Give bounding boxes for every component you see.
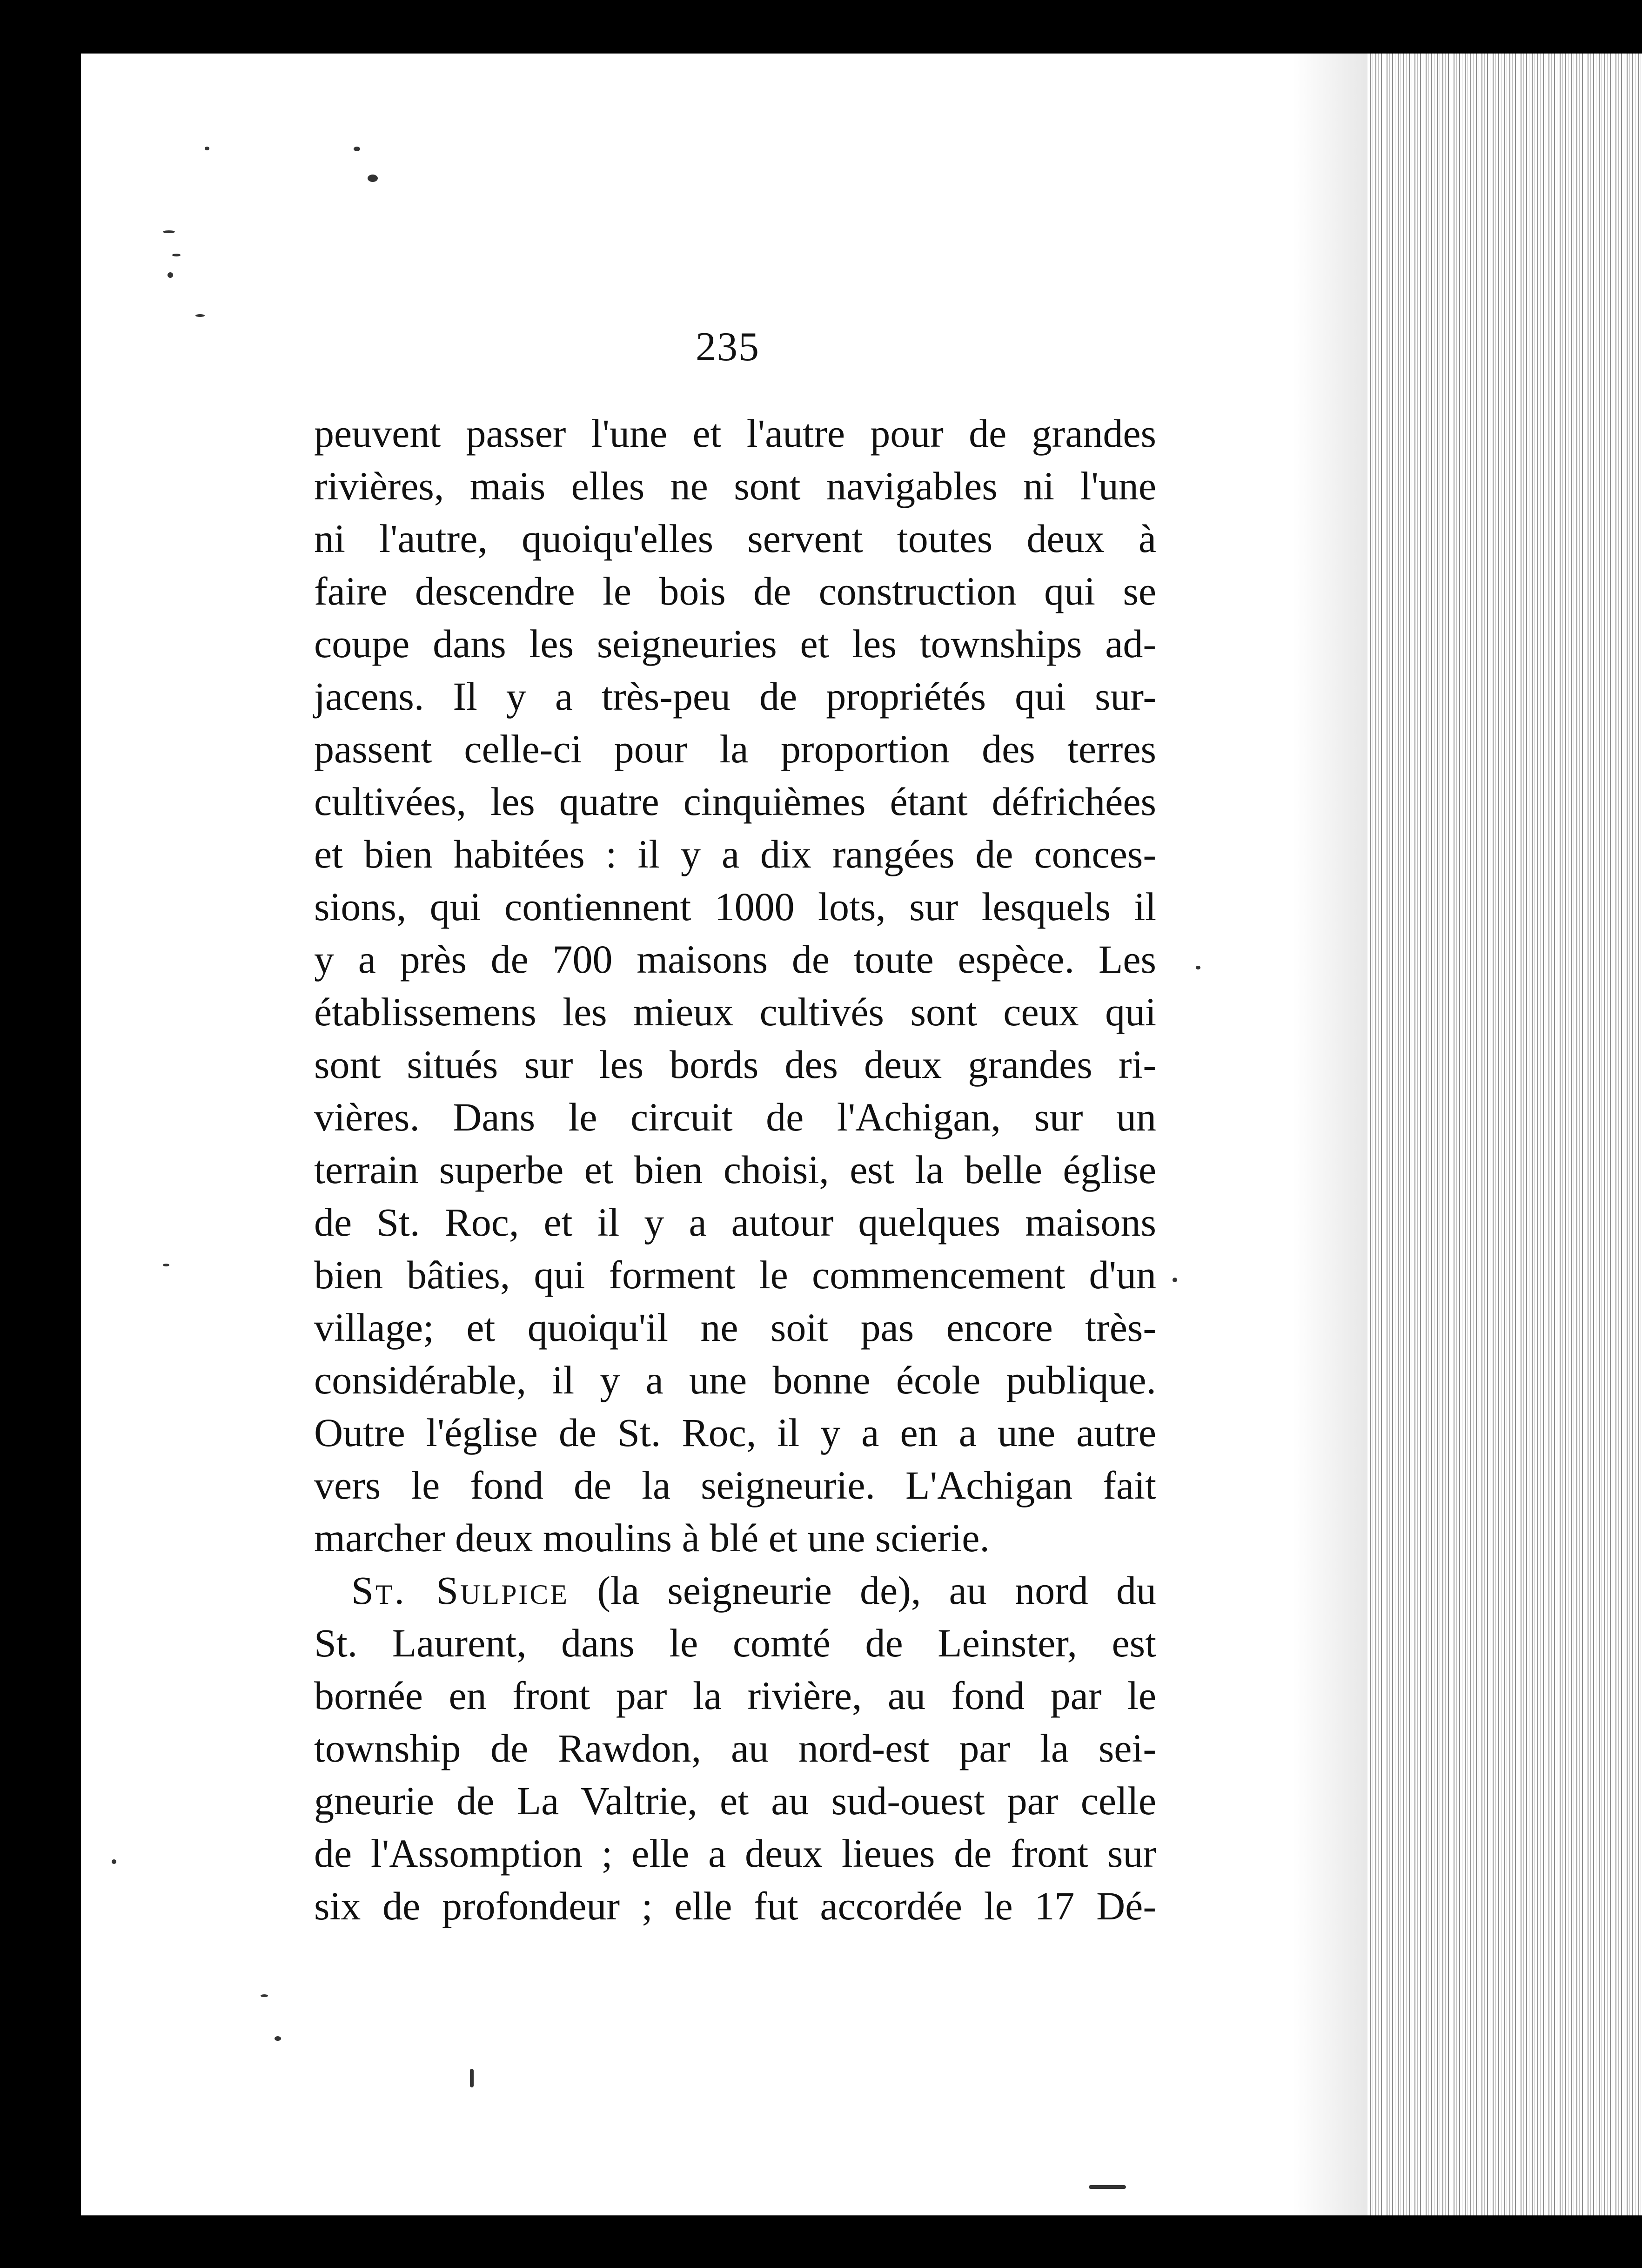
page-number: 235 xyxy=(696,324,760,370)
scan-speck xyxy=(163,230,175,233)
scan-speck xyxy=(275,2036,281,2041)
text-line: ni l'autre, quoiqu'elles servent toutes deux à xyxy=(314,516,1156,561)
text-line: rivières, mais elles ne sont navigables ni l'une xyxy=(314,464,1156,508)
scan-speck xyxy=(195,314,205,317)
text-line: village; et quoiqu'il ne soit pas encore très- xyxy=(314,1305,1156,1350)
text-line: coupe dans les seigneuries et les townships ad- xyxy=(314,621,1156,666)
text-line: établissemens les mieux cultivés sont ceux qui xyxy=(314,989,1156,1034)
scanned-page xyxy=(65,54,1642,2215)
binding-edge xyxy=(65,54,81,2215)
scan-speck xyxy=(163,1264,169,1266)
scan-speck xyxy=(172,254,181,256)
text-line: vers le fond de la seigneurie. L'Achigan fait xyxy=(314,1463,1156,1508)
text-line: peuvent passer l'une et l'autre pour de grandes xyxy=(314,411,1156,456)
text-line: vières. Dans le circuit de l'Achigan, sur un xyxy=(314,1095,1156,1139)
page-edge-shadow xyxy=(1293,54,1367,2215)
scan-speck xyxy=(261,1994,268,1997)
text-line: gneurie de La Valtrie, et au sud-ouest par celle xyxy=(314,1778,1156,1823)
entry-heading: St. Sulpice xyxy=(351,1568,570,1613)
text-line: bien bâties, qui forment le commencement d'un xyxy=(314,1252,1156,1297)
text-line: cultivées, les quatre cinquièmes étant défrichées xyxy=(314,779,1156,824)
paragraph-2-first-line xyxy=(314,1564,1156,1617)
scan-speck xyxy=(368,175,378,182)
text-line: sions, qui contiennent 1000 lots, sur lesquels il xyxy=(314,884,1156,929)
scan-speck xyxy=(470,2069,474,2087)
scan-speck xyxy=(1196,966,1200,969)
scan-speck xyxy=(112,1859,116,1864)
text-line: y a près de 700 maisons de toute espèce. Les xyxy=(314,937,1156,982)
text-line: passent celle-ci pour la proportion des terres xyxy=(314,727,1156,771)
body-text xyxy=(314,407,1156,1932)
scan-speck xyxy=(1089,2185,1126,2189)
text-line: bornée en front par la rivière, au fond par le xyxy=(314,1673,1156,1718)
page-stack-edge xyxy=(1367,54,1642,2215)
text-line: Outre l'église de St. Roc, il y a en a une autre xyxy=(314,1410,1156,1455)
text-line: terrain superbe et bien choisi, est la belle église xyxy=(314,1147,1156,1192)
scan-speck xyxy=(168,272,173,278)
scan-speck xyxy=(1173,1278,1177,1282)
text-line: considérable, il y a une bonne école publique. xyxy=(314,1358,1156,1402)
text-line: sont situés sur les bords des deux grandes ri- xyxy=(314,1042,1156,1087)
entry-heading-rest: (la seigneurie de), au nord du xyxy=(569,1568,1156,1613)
text-line: St. Laurent, dans le comté de Leinster, est xyxy=(314,1621,1156,1665)
scan-speck xyxy=(354,147,360,151)
text-line: township de Rawdon, au nord-est par la sei- xyxy=(314,1726,1156,1770)
text-line: de l'Assomption ; elle a deux lieues de front sur xyxy=(314,1831,1156,1876)
text-line: de St. Roc, et il y a autour quelques maisons xyxy=(314,1200,1156,1245)
text-line: faire descendre le bois de construction qui se xyxy=(314,569,1156,613)
text-line: jacens. Il y a très-peu de propriétés qui sur- xyxy=(314,674,1156,719)
text-line: marcher deux moulins à blé et une scierie. xyxy=(314,1515,990,1560)
scan-speck xyxy=(205,147,209,150)
text-line: et bien habitées : il y a dix rangées de conces- xyxy=(314,832,1156,876)
text-line: six de profondeur ; elle fut accordée le 17 Dé- xyxy=(314,1884,1156,1928)
